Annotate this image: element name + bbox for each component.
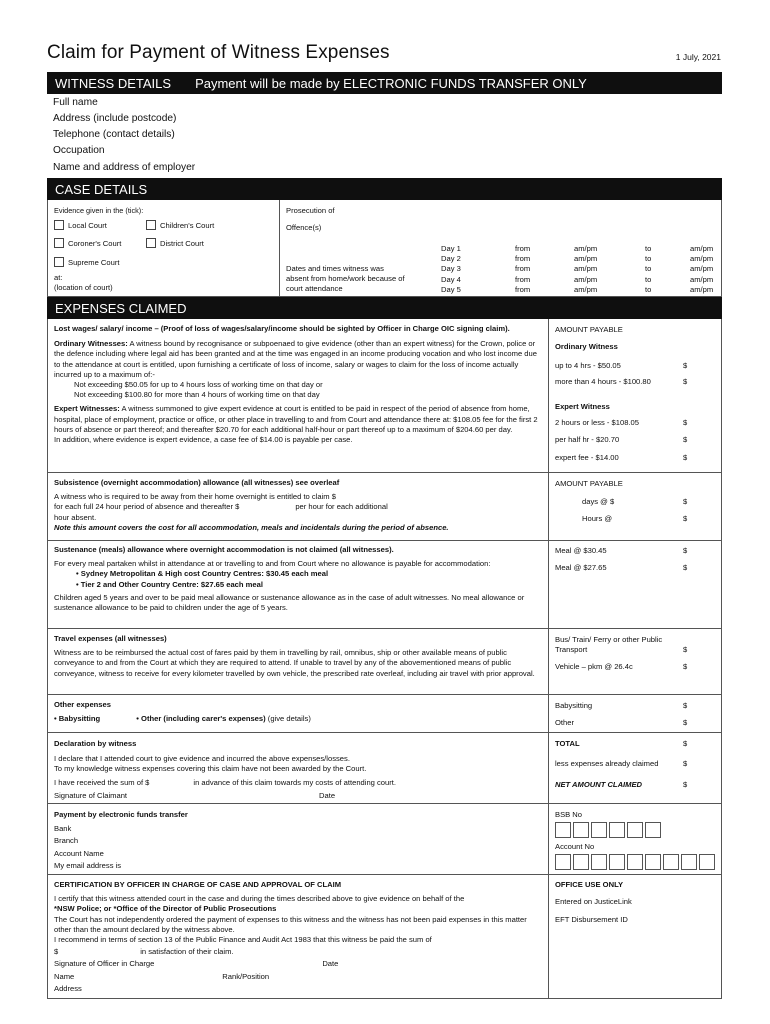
dollar-sign: $ [683, 497, 688, 506]
dollar-sign: $ [683, 546, 688, 555]
email-field[interactable]: My email address is [54, 860, 122, 870]
dollar-sign: $ [683, 418, 688, 427]
branch-field[interactable]: Branch [54, 836, 79, 846]
cert-line3: The Court has not independently ordered the payment of expenses to this witness and the witness has not been paid expenses in this matter other than the amount declared by the witness above. [54, 914, 527, 934]
dates-label: Dates and times witness was absent from home/work because of court attendance [286, 264, 405, 294]
bsb-digit-box[interactable] [645, 822, 661, 838]
account-digit-box[interactable] [555, 854, 571, 870]
ampm-label: am/pm [690, 264, 714, 274]
bsb-boxes[interactable] [555, 822, 663, 843]
dollar-sign: $ [683, 759, 688, 768]
court-local[interactable] [54, 220, 107, 231]
meal1-label: Meal @ $30.45 [555, 546, 607, 555]
other-heading: Other expenses [54, 700, 111, 709]
subsistence-amount-header: AMOUNT PAYABLE [555, 479, 623, 488]
ordinary-limit1: Not exceeding $50.05 for up to 4 hours loss of working time on that day or [74, 380, 323, 390]
expenses-section-title: EXPENSES CLAIMED [55, 300, 187, 316]
dollar-sign: $ [683, 435, 688, 444]
other-section [54, 700, 311, 724]
travel-heading: Travel expenses (all witnesses) [54, 634, 167, 643]
ampm-label: am/pm [574, 284, 598, 294]
checkbox[interactable] [54, 257, 64, 267]
from-column [515, 244, 530, 295]
subsistence-line2a: for each full 24 hour period of absence and thereafter $ [54, 502, 240, 512]
dollar-sign: $ [683, 514, 688, 523]
bsb-digit-box[interactable] [591, 822, 607, 838]
other-bullet: • Other (including carer's expenses) [136, 714, 266, 724]
checkbox[interactable] [146, 238, 156, 248]
cert-line2: *NSW Police; or *Office of the Director of Public Prosecutions [54, 904, 277, 914]
right-babysitting: Babysitting [555, 701, 593, 710]
sustenance-section [54, 545, 544, 613]
declaration-text2: To my knowledge witness expenses covering this claim have not been awarded by the Court. [54, 764, 367, 774]
ord-rate1: up to 4 hrs - $50.05 [555, 361, 621, 370]
witness-section-title: WITNESS DETAILS [55, 75, 172, 91]
travel-text: Witness are to be reimbursed the actual cost of fares paid by them in travelling by rail, omnibus, ship or other available means of public conveyance to and from the Court at which they are required to attend. If unable to travel by any of the abovementioned means of public conveyance, witness to receive for every kilometer travelled by own vehicle, the prescribed rate overleaf, including air travel with prior approval. [54, 648, 535, 678]
case-details-box [47, 200, 722, 297]
ord-rate2: more than 4 hours - $100.80 [555, 377, 651, 386]
to-label: to [645, 264, 652, 274]
day-5: Day 5 [441, 284, 461, 294]
ampm-label: am/pm [690, 254, 714, 264]
less-claimed-label: less expenses already claimed [555, 759, 659, 768]
ampm-end-column [690, 244, 713, 295]
court-childrens[interactable] [146, 220, 214, 231]
evidence-label: Evidence given in the (tick): [54, 206, 144, 215]
occupation-field[interactable]: Occupation [53, 145, 105, 156]
expenses-claimed-bar [47, 297, 722, 319]
dollar-sign: $ [683, 780, 688, 789]
at-label: at: [54, 273, 63, 282]
total-label: TOTAL [555, 739, 580, 748]
expenses-table [47, 319, 722, 999]
dollar-sign: $ [683, 739, 688, 748]
to-label: to [645, 244, 652, 253]
court-coroners[interactable] [54, 238, 121, 249]
sustenance-bullet2: • Tier 2 and Other Country Centre: $27.65 each meal [76, 579, 263, 589]
vehicle-label: Vehicle – pkm @ 26.4c [555, 662, 633, 671]
sustenance-heading: Sustenance (meals) allowance where overnight accommodation is not claimed (all witnesses). [54, 545, 394, 554]
officer-name[interactable]: Name [54, 971, 75, 981]
ampm-start-column [574, 244, 597, 295]
court-coroners-label: Coroner's Court [68, 239, 122, 248]
other-detail: (give details) [267, 714, 311, 724]
court-district[interactable] [146, 238, 204, 249]
expert-witness-header: Expert Witness [555, 402, 610, 411]
dollar-sign: $ [683, 453, 688, 462]
bsb-label: BSB No [555, 810, 583, 819]
cert-line5b: in satisfaction of their claim. [140, 947, 234, 957]
subsistence-line2b: per hour for each additional [295, 502, 388, 512]
meal2-label: Meal @ $27.65 [555, 563, 607, 572]
dollar-sign: $ [683, 645, 688, 654]
case-details-bar [47, 178, 722, 200]
certification-section [54, 880, 544, 994]
cert-line1: I certify that this witness attended court in the case and during the times described above to give evidence on behalf of the [54, 894, 465, 904]
dollar-sign: $ [683, 662, 688, 671]
claimant-signature[interactable]: Signature of Claimant [54, 790, 128, 800]
babysitting-label: Babysitting [58, 714, 101, 724]
day-2: Day 2 [441, 254, 461, 264]
lost-wages-section [54, 324, 539, 445]
expert-fee-text: In addition, where evidence is expert evidence, a case fee of $14.00 is payable per case. [54, 435, 353, 445]
offences-label: Offence(s) [286, 223, 322, 232]
officer-rank[interactable]: Rank/Position [222, 971, 270, 981]
payment-note: Payment will be made by ELECTRONIC FUNDS TRANSFER ONLY [195, 75, 587, 91]
other-label: Other (including carer's expenses) [141, 714, 266, 724]
page-title: Claim for Payment of Witness Expenses [47, 42, 390, 63]
account-digit-box[interactable] [627, 854, 643, 870]
eft-heading: Payment by electronic funds transfer [54, 810, 188, 819]
ampm-label: am/pm [690, 274, 714, 284]
account-name-field[interactable]: Account Name [54, 848, 104, 858]
ampm-label: am/pm [690, 284, 714, 294]
eft-disbursement-label: EFT Disbursement ID [555, 915, 628, 924]
exp-rate3: expert fee - $14.00 [555, 453, 619, 462]
received-a: I have received the sum of $ [54, 777, 150, 787]
dollar-sign: $ [683, 718, 688, 727]
account-digit-box[interactable] [699, 854, 715, 870]
expert-text: A witness summoned to give expert evidence at court is entitled to be paid in respect of the period of absence from home, hospital, place of employment, practice or office, or other place in travelling to and from Court and attendance there at: $108.05 fee for the first 2 hours of absence or part thereof; and thereafter $20.70 for each additional half-hour or part thereof up to a maximum of $204.60 per day. [54, 404, 538, 434]
lost-wages-heading: Lost wages/ salary/ income – (Proof of loss of wages/salary/income should be sighted by Officer in Charge OIC signing claim). [54, 324, 510, 333]
address-field[interactable]: Address (include postcode) [53, 113, 177, 124]
justicelink-label: Entered on JusticeLink [555, 897, 632, 906]
case-section-title: CASE DETAILS [55, 181, 148, 197]
checkbox[interactable] [146, 220, 156, 230]
declaration-text1: I declare that I attended court to give evidence and incurred the above expenses/losses. [54, 754, 350, 764]
prosecution-label: Prosecution of [286, 206, 335, 215]
cert-line4: I recommend in terms of section 13 of the Public Finance and Audit Act 1983 that this witness be paid the sum of [54, 935, 432, 945]
account-digit-box[interactable] [573, 854, 589, 870]
certification-heading: CERTIFICATION BY OFFICER IN CHARGE OF CASE AND APPROVAL OF CLAIM [54, 880, 342, 889]
expert-bold: Expert Witnesses: [54, 404, 120, 414]
telephone-field[interactable]: Telephone (contact details) [53, 129, 175, 140]
sustenance-text: For every meal partaken whilst in attendance at or travelling to and from Court where no allowance is payable for accommodation: [54, 559, 491, 569]
account-digit-box[interactable] [591, 854, 607, 870]
claimant-date[interactable]: Date [319, 790, 336, 800]
account-digit-box[interactable] [663, 854, 679, 870]
ordinary-text: A witness bound by recognisance or subpoenaed to give evidence (other than an expert witness) for the Crown, police or the defence including where legal aid has been granted and at the time was engaged in an income producing vocation and who lost income due to the attendance at court is entitled, upon furnishing a certificate of loss of income, salary or wages to claim for the loss of income actually incurred up to a maximum of:- [54, 339, 537, 379]
day-4: Day 4 [441, 274, 461, 284]
ampm-label: am/pm [690, 244, 714, 253]
day-3: Day 3 [441, 264, 461, 274]
dollar-sign: $ [683, 361, 688, 370]
ordinary-limit2: Not exceeding $100.80 for more than 4 hours of working time on that day [74, 390, 320, 400]
right-other: Other [555, 718, 574, 727]
witness-details-bar [47, 72, 722, 94]
subsistence-heading: Subsistence (overnight accommodation) allowance (all witnesses) see overleaf [54, 478, 340, 487]
full-name-field[interactable]: Full name [53, 97, 98, 108]
from-label: from [515, 254, 531, 264]
to-column [645, 244, 651, 295]
account-boxes[interactable] [555, 854, 717, 875]
ampm-label: am/pm [574, 274, 598, 284]
account-digit-box[interactable] [609, 854, 625, 870]
sustenance-bullet2-text: Tier 2 and Other Country Centre: $27.65 each meal [80, 579, 263, 589]
dollar-sign: $ [683, 701, 688, 710]
day-1: Day 1 [441, 244, 461, 253]
days-column [441, 244, 461, 295]
location-label: (location of court) [54, 283, 113, 292]
office-use-label: OFFICE USE ONLY [555, 880, 624, 889]
from-label: from [515, 274, 531, 284]
checkbox[interactable] [54, 238, 64, 248]
to-label: to [645, 284, 652, 294]
checkbox[interactable] [54, 220, 64, 230]
exp-rate1: 2 hours or less - $108.05 [555, 418, 640, 427]
court-supreme[interactable] [54, 257, 120, 268]
form-date: 1 July, 2021 [675, 52, 721, 62]
subsistence-note: Note this amount covers the cost for all accommodation, meals and incidentals during the period of absence. [54, 522, 449, 532]
exp-rate2: per half hr - $20.70 [555, 435, 620, 444]
bus-label: Bus/ Train/ Ferry or other Public Transport [555, 635, 663, 655]
witness-fields [53, 95, 195, 176]
ampm-label: am/pm [574, 264, 598, 274]
to-label: to [645, 254, 652, 264]
bsb-digit-box[interactable] [609, 822, 625, 838]
account-digit-box[interactable] [645, 854, 661, 870]
net-amount-label: NET AMOUNT CLAIMED [555, 780, 643, 789]
from-label: from [515, 244, 531, 253]
days-at-label: days @ $ [582, 497, 615, 506]
babysitting-bullet: • Babysitting [54, 714, 101, 724]
ordinary-witness-header: Ordinary Witness [555, 342, 618, 351]
dollar-sign: $ [683, 377, 688, 386]
court-supreme-label: Supreme Court [68, 258, 120, 267]
travel-section [54, 634, 539, 679]
dollar-sign: $ [683, 563, 688, 572]
court-local-label: Local Court [68, 221, 107, 230]
to-label: to [645, 274, 652, 284]
bsb-digit-box[interactable] [555, 822, 571, 838]
cert-line5a: $ [54, 947, 59, 957]
officer-date[interactable]: Date [322, 959, 339, 969]
from-label: from [515, 264, 531, 274]
officer-address[interactable]: Address [54, 983, 82, 993]
hours-at-label: Hours @ [582, 514, 613, 523]
ampm-label: am/pm [574, 254, 598, 264]
received-b: in advance of this claim towards my costs of attending court. [193, 777, 397, 787]
bsb-digit-box[interactable] [573, 822, 589, 838]
account-digit-box[interactable] [681, 854, 697, 870]
declaration-section [54, 739, 539, 801]
account-no-label: Account No [555, 842, 595, 851]
from-label: from [515, 284, 531, 294]
ordinary-bold: Ordinary Witnesses: [54, 339, 128, 349]
subsistence-line1: A witness who is required to be away from their home overnight is entitled to claim $ [54, 492, 336, 502]
officer-signature[interactable]: Signature of Officer in Charge [54, 959, 155, 969]
ampm-label: am/pm [574, 244, 598, 253]
bank-field[interactable]: Bank [54, 824, 72, 834]
subsistence-section [54, 478, 539, 533]
declaration-heading: Declaration by witness [54, 739, 137, 748]
court-childrens-label: Children's Court [160, 221, 215, 230]
bsb-digit-box[interactable] [627, 822, 643, 838]
court-district-label: District Court [160, 239, 204, 248]
children-text: Children aged 5 years and over to be paid meal allowance or sustenance allowance as in the case of adult witnesses. No meal allowance or sustenance allowance to be paid to children under the age of 5 years. [54, 592, 525, 613]
sustenance-bullet1-text: Sydney Metropolitan & High cost Country Centres: $30.45 each meal [80, 569, 329, 579]
employer-field[interactable]: Name and address of employer [53, 162, 196, 173]
subsistence-line3: hour absent. [54, 512, 97, 522]
eft-section [54, 810, 188, 871]
sustenance-bullet1: • Sydney Metropolitan & High cost Country Centres: $30.45 each meal [76, 569, 329, 579]
amount-payable-header: AMOUNT PAYABLE [555, 325, 623, 334]
